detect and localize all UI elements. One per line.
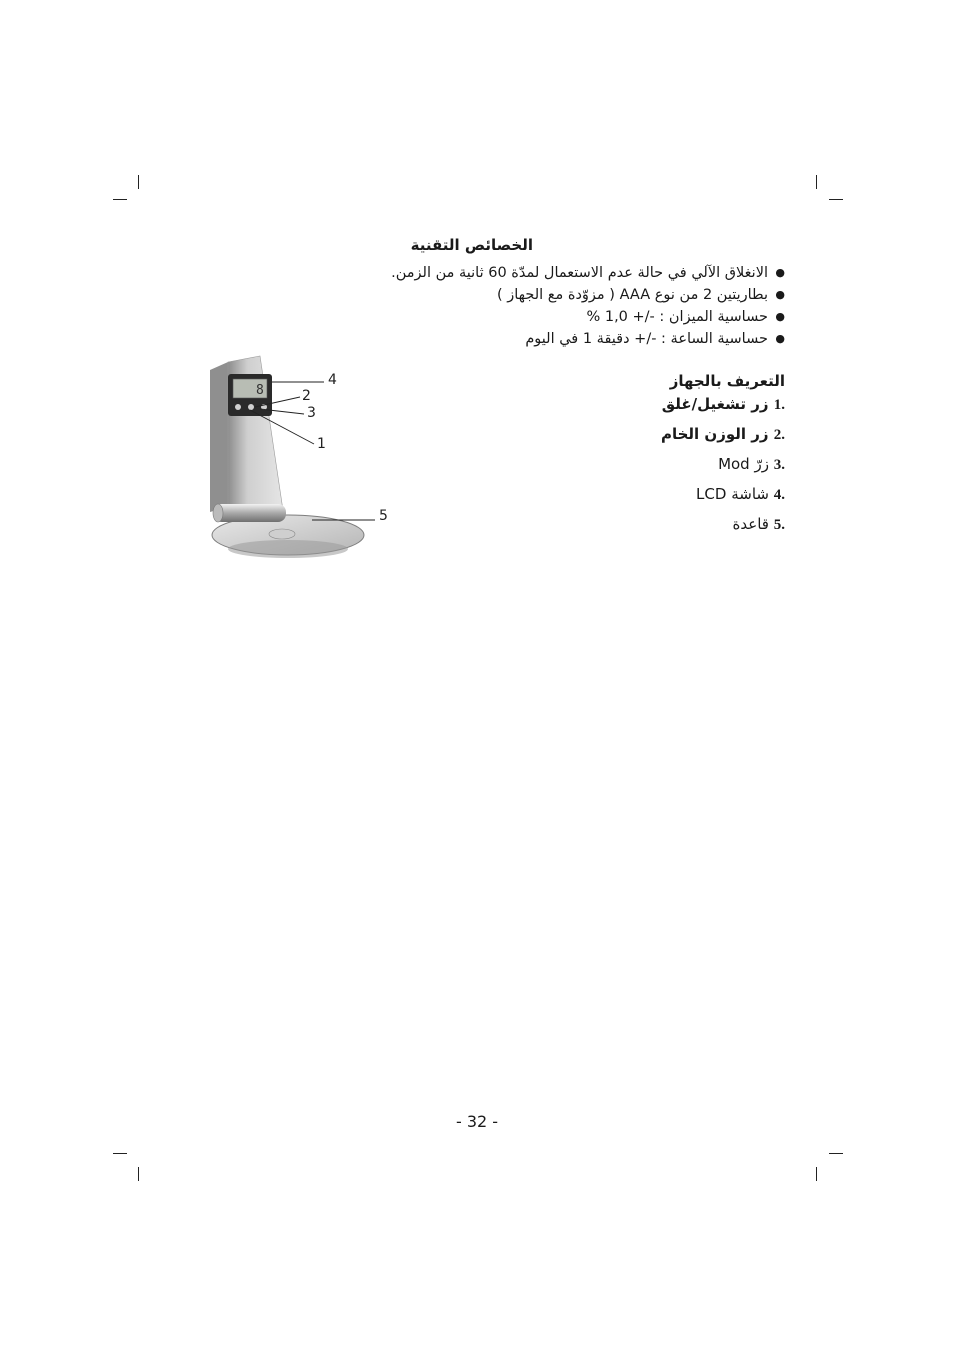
bullet-icon: ● (775, 288, 785, 301)
list-item: ● بطاريتين 2 من نوع AAA ( مزوّدة مع الجهاز ) (391, 284, 785, 306)
hinge-end (213, 504, 223, 522)
crop-mark (829, 199, 843, 200)
crop-mark (113, 199, 127, 200)
crop-mark (816, 1167, 817, 1181)
part-item: .5 قاعدة (732, 515, 785, 533)
bullet-icon: ● (775, 310, 785, 323)
part-item: .4 شاشة LCD (696, 485, 785, 503)
parts-title: التعريف بالجهاز (669, 372, 785, 390)
crop-mark (816, 175, 817, 189)
callout-3: 3 (307, 405, 316, 421)
scale-illustration (200, 352, 400, 572)
crop-mark (138, 1167, 139, 1181)
callout-2: 2 (302, 388, 311, 404)
base-glass-shadow (228, 540, 348, 558)
list-item: ● الانغلاق الآلي في حالة عدم الاستعمال لمدّة 60 ثانية من الزمن. (391, 262, 785, 284)
display-button (235, 404, 241, 410)
callout-4: 4 (328, 372, 337, 388)
parts-list (661, 394, 785, 544)
callout-5: 5 (379, 508, 388, 524)
weighing-pad (269, 529, 295, 539)
page-number: - 32 - (455, 1112, 499, 1131)
display-button (248, 404, 254, 410)
callout-1: 1 (317, 436, 326, 452)
tower-side (210, 362, 228, 512)
hinge-cylinder (214, 504, 286, 522)
bullet-icon: ● (775, 266, 785, 279)
part-item: .1 زر تشغيل/غلق (661, 395, 785, 413)
list-item: ● حساسية الميزان : -/+ 1,0 % (391, 306, 785, 328)
crop-mark (829, 1153, 843, 1154)
part-item: .2 زر الوزن الخام (660, 425, 785, 443)
part-item: .3 زرّ Mod (718, 455, 785, 473)
crop-mark (113, 1153, 127, 1154)
lcd-digit: 8 (256, 383, 264, 398)
features-list (391, 262, 785, 350)
features-title: الخصائص التقنية (410, 236, 533, 254)
bullet-icon: ● (775, 332, 785, 345)
crop-mark (138, 175, 139, 189)
scale-drawing (200, 352, 400, 572)
list-item: ● حساسية الساعة : -/+ دقيقة 1 في اليوم (391, 328, 785, 350)
